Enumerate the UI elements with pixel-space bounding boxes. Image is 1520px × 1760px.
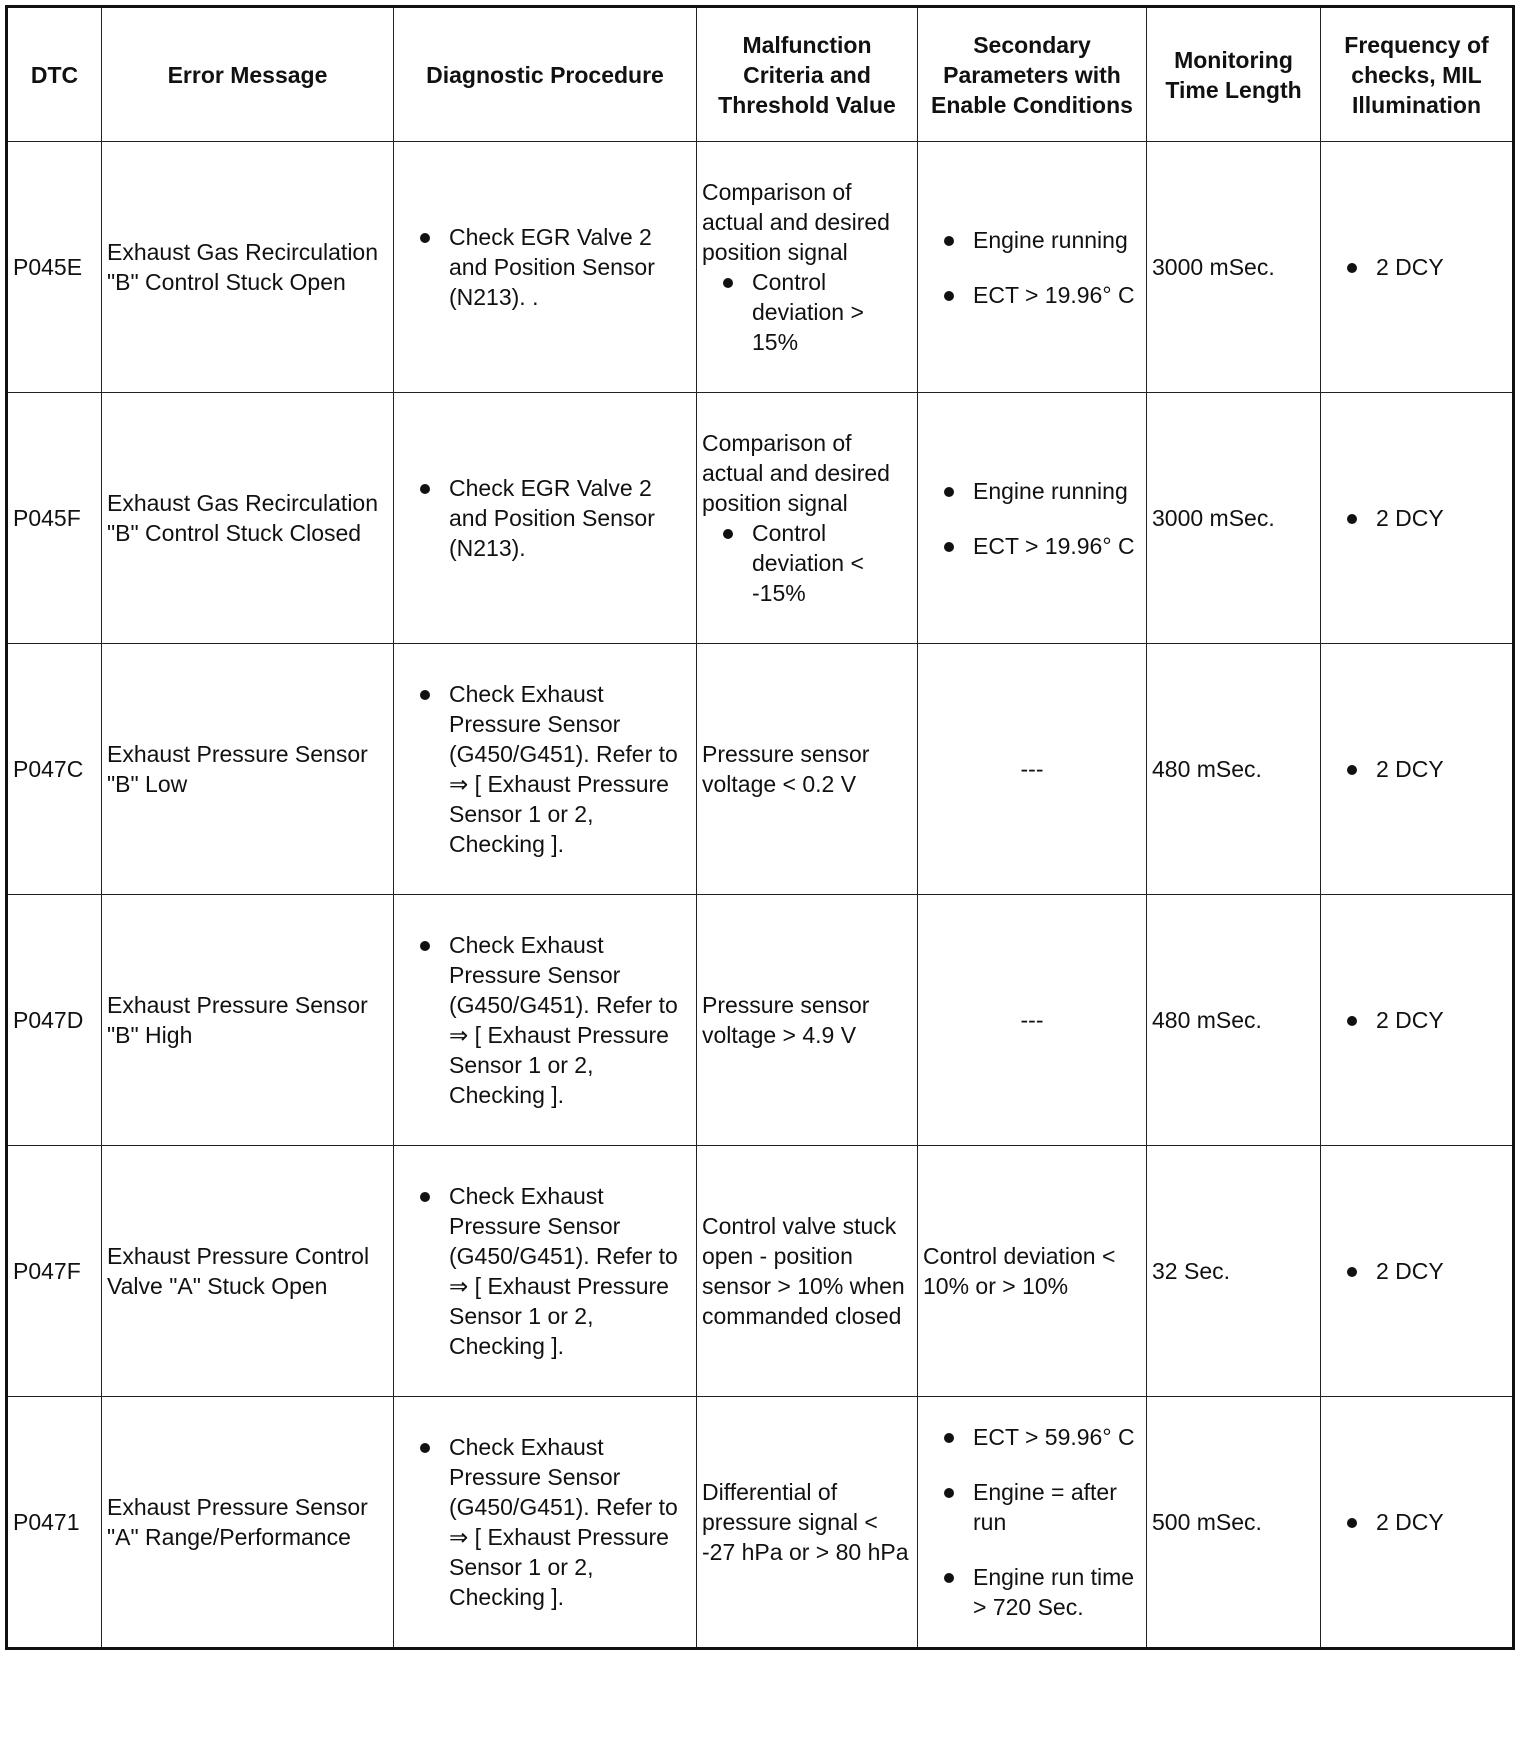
frequency-item: 2 DCY xyxy=(1326,503,1507,533)
monitoring-time: 3000 mSec. xyxy=(1147,142,1321,393)
procedure-item: Check EGR Valve 2 and Position Sensor (N213). xyxy=(399,473,691,563)
procedure-item: Check Exhaust Pressure Sensor (G450/G451). Refer to ⇒ [ Exhaust Pressure Sensor 1 or 2, Checking ]. xyxy=(399,1181,691,1361)
secondary-item: Engine run time > 720 Sec. xyxy=(923,1562,1141,1622)
secondary-parameters xyxy=(918,393,1147,644)
frequency-item: 2 DCY xyxy=(1326,1507,1507,1537)
malfunction-criteria xyxy=(697,393,918,644)
dtc-code: P045F xyxy=(7,393,102,644)
error-message: Exhaust Pressure Sensor "B" High xyxy=(102,895,394,1146)
criteria-text: Comparison of actual and desired position signal xyxy=(702,430,890,516)
diagnostic-procedure xyxy=(394,895,697,1146)
header-row xyxy=(7,7,1514,142)
monitoring-time: 3000 mSec. xyxy=(1147,393,1321,644)
procedure-item: Check EGR Valve 2 and Position Sensor (N213). . xyxy=(399,222,691,312)
table-row xyxy=(7,1397,1514,1649)
criteria-item: Control deviation < -15% xyxy=(702,518,912,608)
header-diagnostic-procedure: Diagnostic Procedure xyxy=(394,7,697,142)
monitoring-time: 32 Sec. xyxy=(1147,1146,1321,1397)
secondary-item: Engine = after run xyxy=(923,1477,1141,1537)
dtc-table xyxy=(5,5,1515,1650)
dtc-code: P047D xyxy=(7,895,102,1146)
secondary-parameters xyxy=(918,1397,1147,1649)
frequency xyxy=(1321,644,1514,895)
monitoring-time: 480 mSec. xyxy=(1147,895,1321,1146)
error-message: Exhaust Pressure Sensor "A" Range/Performance xyxy=(102,1397,394,1649)
malfunction-criteria: Differential of pressure signal < -27 hPa or > 80 hPa xyxy=(697,1397,918,1649)
malfunction-criteria: Pressure sensor voltage < 0.2 V xyxy=(697,644,918,895)
diagnostic-procedure xyxy=(394,142,697,393)
malfunction-criteria: Pressure sensor voltage > 4.9 V xyxy=(697,895,918,1146)
frequency-item: 2 DCY xyxy=(1326,252,1507,282)
dtc-code: P045E xyxy=(7,142,102,393)
header-frequency: Frequency of checks, MIL Illumination xyxy=(1321,7,1514,142)
frequency xyxy=(1321,393,1514,644)
dtc-code: P047C xyxy=(7,644,102,895)
error-message: Exhaust Gas Recirculation "B" Control Stuck Open xyxy=(102,142,394,393)
monitoring-time: 480 mSec. xyxy=(1147,644,1321,895)
header-secondary-parameters: Secondary Parameters with Enable Conditions xyxy=(918,7,1147,142)
secondary-parameters: --- xyxy=(918,895,1147,1146)
table-row xyxy=(7,1146,1514,1397)
dtc-code: P0471 xyxy=(7,1397,102,1649)
frequency xyxy=(1321,895,1514,1146)
header-malfunction-criteria: Malfunction Criteria and Threshold Value xyxy=(697,7,918,142)
procedure-item: Check Exhaust Pressure Sensor (G450/G451). Refer to ⇒ [ Exhaust Pressure Sensor 1 or 2, Checking ]. xyxy=(399,930,691,1110)
frequency xyxy=(1321,1397,1514,1649)
secondary-item: Engine running xyxy=(923,476,1141,506)
procedure-item: Check Exhaust Pressure Sensor (G450/G451). Refer to ⇒ [ Exhaust Pressure Sensor 1 or 2, Checking ]. xyxy=(399,1432,691,1612)
criteria-text: Comparison of actual and desired position signal xyxy=(702,179,890,265)
dtc-code: P047F xyxy=(7,1146,102,1397)
secondary-parameters xyxy=(918,142,1147,393)
secondary-parameters: --- xyxy=(918,644,1147,895)
criteria-item: Control deviation > 15% xyxy=(702,267,912,357)
frequency-item: 2 DCY xyxy=(1326,1005,1507,1035)
header-error-message: Error Message xyxy=(102,7,394,142)
monitoring-time: 500 mSec. xyxy=(1147,1397,1321,1649)
diagnostic-procedure xyxy=(394,393,697,644)
table-row xyxy=(7,142,1514,393)
diagnostic-procedure xyxy=(394,644,697,895)
secondary-item: Engine running xyxy=(923,225,1141,255)
table-row xyxy=(7,393,1514,644)
malfunction-criteria: Control valve stuck open - position sensor > 10% when commanded closed xyxy=(697,1146,918,1397)
secondary-item: ECT > 19.96° C xyxy=(923,531,1141,561)
frequency-item: 2 DCY xyxy=(1326,1256,1507,1286)
table-row xyxy=(7,644,1514,895)
header-monitoring-time: Monitoring Time Length xyxy=(1147,7,1321,142)
table-row xyxy=(7,895,1514,1146)
secondary-item: ECT > 19.96° C xyxy=(923,280,1141,310)
frequency-item: 2 DCY xyxy=(1326,754,1507,784)
diagnostic-procedure xyxy=(394,1397,697,1649)
frequency xyxy=(1321,1146,1514,1397)
procedure-item: Check Exhaust Pressure Sensor (G450/G451). Refer to ⇒ [ Exhaust Pressure Sensor 1 or 2, Checking ]. xyxy=(399,679,691,859)
frequency xyxy=(1321,142,1514,393)
error-message: Exhaust Pressure Control Valve "A" Stuck Open xyxy=(102,1146,394,1397)
malfunction-criteria xyxy=(697,142,918,393)
secondary-item: ECT > 59.96° C xyxy=(923,1422,1141,1452)
diagnostic-procedure xyxy=(394,1146,697,1397)
error-message: Exhaust Gas Recirculation "B" Control Stuck Closed xyxy=(102,393,394,644)
header-dtc: DTC xyxy=(7,7,102,142)
error-message: Exhaust Pressure Sensor "B" Low xyxy=(102,644,394,895)
secondary-parameters: Control deviation < 10% or > 10% xyxy=(918,1146,1147,1397)
